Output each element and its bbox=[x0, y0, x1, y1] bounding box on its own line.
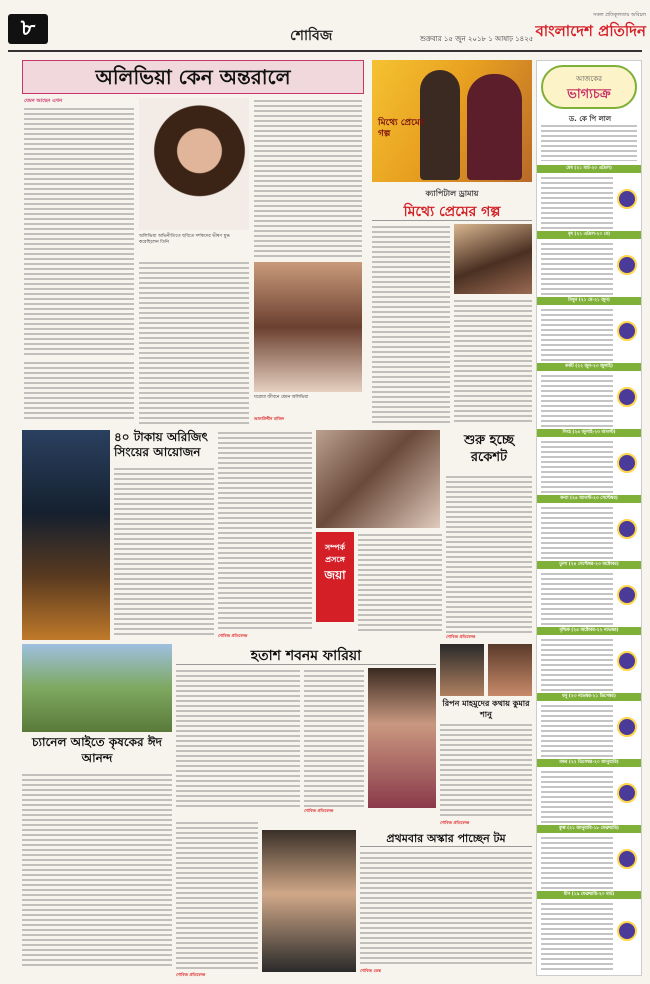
rakeshot-article bbox=[316, 430, 532, 640]
sign-leo bbox=[537, 429, 641, 437]
taurus-icon bbox=[617, 255, 637, 275]
sign-title-taurus: বৃষ (২১ এপ্রিল-২০ মে) bbox=[537, 231, 641, 239]
olivia-body-col3 bbox=[139, 260, 249, 425]
tom-byline: শোবিজ ডেস্ক bbox=[360, 968, 381, 973]
sign-title-aquarius: কুম্ভ (২১ জানুয়ারি-১৮ ফেব্রুয়ারি) bbox=[537, 825, 641, 833]
sign-title-cancer: কর্কট (২২ জুন-২৩ জুলাই) bbox=[537, 363, 641, 371]
sign-text-cancer bbox=[541, 373, 613, 427]
jaya-box-line-3: জয়া bbox=[324, 568, 346, 582]
sign-virgo bbox=[537, 495, 641, 503]
sign-title-scorpio: বৃশ্চিক (২৪ অক্টোবর-২২ নভেম্বর) bbox=[537, 627, 641, 635]
channel-i-body-col2 bbox=[176, 820, 258, 970]
issue-date: শুক্রবার ১৫ জুন ২০১৮ ১ আষাঢ় ১৪২৫ bbox=[420, 35, 534, 43]
poster-figure-man bbox=[420, 70, 460, 180]
jaya-box-line-2: প্রসঙ্গে bbox=[325, 555, 345, 564]
olivia-article bbox=[22, 60, 364, 428]
shabnam-title: হতাশ শবনম ফারিয়া bbox=[250, 648, 362, 664]
ripon-body bbox=[440, 722, 532, 818]
libra-icon bbox=[617, 585, 637, 605]
sign-sagittarius bbox=[537, 693, 641, 701]
jaya-box-line-1: সম্পর্ক bbox=[324, 543, 346, 552]
cancer-icon bbox=[617, 387, 637, 407]
poster-title: মিথ্যে প্রেমের গল্প bbox=[378, 118, 425, 139]
tom-title: প্রথমবার অস্কার পাচ্ছেন টম bbox=[386, 832, 506, 845]
aquarius-icon bbox=[617, 849, 637, 869]
shabnam-rule bbox=[176, 664, 436, 665]
sign-title-aries: মেষ (২১ মার্চ-২০ এপ্রিল) bbox=[537, 165, 641, 173]
tom-rule bbox=[360, 846, 532, 847]
sign-aquarius bbox=[537, 825, 641, 833]
olivia-body-col1 bbox=[24, 106, 134, 356]
rakeshot-byline: শোবিজ প্রতিবেদক bbox=[446, 634, 476, 639]
horoscope-header bbox=[541, 65, 637, 109]
arijit-body-col1 bbox=[114, 466, 214, 636]
shabnam-byline: শোবিজ প্রতিবেদক bbox=[304, 808, 334, 813]
horoscope-author: ড. কে পি লাল bbox=[568, 115, 612, 123]
olivia-body-col2 bbox=[254, 98, 362, 258]
ripon-photo-2 bbox=[488, 644, 532, 696]
sign-title-pisces: মীন (১৯ ফেব্রুয়ারি-২০ মার্চ) bbox=[537, 891, 641, 899]
olivia-title: অলিভিয়া কেন অন্তরালে bbox=[95, 65, 291, 89]
tom-body bbox=[360, 850, 532, 966]
poster-figure-woman bbox=[467, 74, 522, 180]
sign-aries bbox=[537, 165, 641, 173]
olivia-body-col1b bbox=[24, 360, 134, 422]
sign-title-capricorn: মকর (২২ ডিসেম্বর-২০ জানুয়ারি) bbox=[537, 759, 641, 767]
page-header bbox=[0, 0, 650, 60]
shabnam-body-col2 bbox=[304, 668, 364, 808]
jaya-box bbox=[316, 532, 354, 622]
sign-text-sagittarius bbox=[541, 703, 613, 757]
ripon-photo-1 bbox=[440, 644, 484, 696]
brand-tagline: সকল প্রতিকূলতায় অবিচল bbox=[593, 12, 646, 18]
page-number: ৮ bbox=[20, 16, 36, 41]
channel-i-byline: শোবিজ প্রতিবেদক bbox=[176, 972, 206, 977]
capital-photo bbox=[454, 224, 532, 294]
section-title: শোবিজ bbox=[290, 28, 333, 44]
olivia-title-banner bbox=[22, 60, 364, 94]
header-rule bbox=[8, 50, 642, 52]
olivia-intro: যেমন আছেন এখন bbox=[24, 98, 63, 104]
capital-body-col1 bbox=[372, 224, 450, 424]
sign-capricorn bbox=[537, 759, 641, 767]
sign-cancer bbox=[537, 363, 641, 371]
rakeshot-body-col2 bbox=[358, 532, 442, 634]
sign-text-capricorn bbox=[541, 769, 613, 823]
sign-libra bbox=[537, 561, 641, 569]
brand-logo bbox=[520, 12, 646, 45]
rakeshot-body-col1 bbox=[446, 474, 532, 634]
sign-text-leo bbox=[541, 439, 613, 493]
gemini-icon bbox=[617, 321, 637, 341]
horoscope-column bbox=[536, 60, 642, 976]
rakeshot-photo bbox=[316, 430, 440, 528]
sign-text-taurus bbox=[541, 241, 613, 295]
brand-name: বাংলাদেশ প্রতিদিন bbox=[535, 22, 646, 40]
arijit-photo bbox=[22, 430, 110, 640]
scorpio-icon bbox=[617, 651, 637, 671]
olivia-photo-2 bbox=[254, 262, 362, 392]
sign-text-gemini bbox=[541, 307, 613, 361]
sign-scorpio bbox=[537, 627, 641, 635]
aries-icon bbox=[617, 189, 637, 209]
sign-taurus bbox=[537, 231, 641, 239]
tom-photo bbox=[262, 830, 356, 972]
pisces-icon bbox=[617, 921, 637, 941]
rakeshot-title: শুরু হচ্ছে রকেশট bbox=[463, 433, 515, 465]
sign-title-virgo: কন্যা (২৪ আগস্ট-২৩ সেপ্টেম্বর) bbox=[537, 495, 641, 503]
ripon-article bbox=[440, 644, 532, 828]
arijit-title: ৪০ টাকায় অরিজিৎ সিংয়ের আয়োজন bbox=[114, 430, 208, 459]
shabnam-article bbox=[176, 644, 436, 814]
sign-gemini bbox=[537, 297, 641, 305]
horoscope-intro bbox=[541, 123, 637, 161]
horoscope-title-top: আজকের bbox=[576, 75, 602, 83]
olivia-photo-caption: ঘরোয়া জীবনে যেমন অলিভিয়া bbox=[254, 395, 309, 400]
capital-title: মিথ্যে প্রেমের গল্প bbox=[403, 204, 501, 220]
channel-i-photo bbox=[22, 644, 172, 732]
capital-body-col2 bbox=[454, 298, 532, 424]
leo-icon bbox=[617, 453, 637, 473]
horoscope-title: ভাগ্যচক্র bbox=[567, 87, 611, 102]
capital-rule bbox=[372, 220, 532, 221]
sign-title-gemini: মিথুন (২১ মে-২১ জুন) bbox=[537, 297, 641, 305]
drama-poster bbox=[372, 60, 532, 182]
sign-text-scorpio bbox=[541, 637, 613, 691]
channel-i-title: চ্যানেল আইতে কৃষকের ঈদ আনন্দ bbox=[32, 735, 162, 765]
capricorn-icon bbox=[617, 783, 637, 803]
channel-i-article bbox=[22, 644, 172, 974]
sign-text-pisces bbox=[541, 901, 613, 971]
virgo-icon bbox=[617, 519, 637, 539]
olivia-caption: অলিভিয়া অভিনীতিতে ছবিতে দর্শকদের ভীষণ মুগ্ধ করেছিলেন তিনি bbox=[139, 234, 230, 245]
sign-title-libra: তুলা (২৪ সেপ্টেম্বর-২৩ অক্টোবর) bbox=[537, 561, 641, 569]
shabnam-photo bbox=[368, 668, 436, 808]
sign-text-aries bbox=[541, 175, 613, 229]
sign-text-aquarius bbox=[541, 835, 613, 889]
tom-article bbox=[262, 830, 532, 976]
olivia-portrait bbox=[139, 98, 249, 230]
olivia-byline: আলাউদ্দীন মাজিদ bbox=[254, 416, 285, 421]
sign-pisces bbox=[537, 891, 641, 899]
ripon-byline: শোবিজ প্রতিবেদক bbox=[440, 820, 470, 825]
sign-text-libra bbox=[541, 571, 613, 625]
arijit-byline: শোবিজ প্রতিবেদক bbox=[218, 633, 248, 638]
sign-text-virgo bbox=[541, 505, 613, 559]
sign-title-leo: সিংহ (২৪ জুলাই-২৩ আগস্ট) bbox=[537, 429, 641, 437]
channel-i-body bbox=[22, 772, 172, 968]
sign-title-sagittarius: ধনু (২৩ নভেম্বর-২১ ডিসেম্বর) bbox=[537, 693, 641, 701]
arijit-article bbox=[22, 430, 312, 640]
arijit-body-col2 bbox=[218, 430, 312, 630]
capital-kicker: ক্যাপিটাল ড্রামায় bbox=[425, 189, 479, 198]
page-number-badge bbox=[8, 14, 48, 44]
ripon-title: রিপন মাহমুদের কথায় কুমার শানু bbox=[442, 698, 530, 719]
capital-drama-article bbox=[372, 60, 532, 428]
sagittarius-icon bbox=[617, 717, 637, 737]
shabnam-body-col1 bbox=[176, 668, 300, 808]
